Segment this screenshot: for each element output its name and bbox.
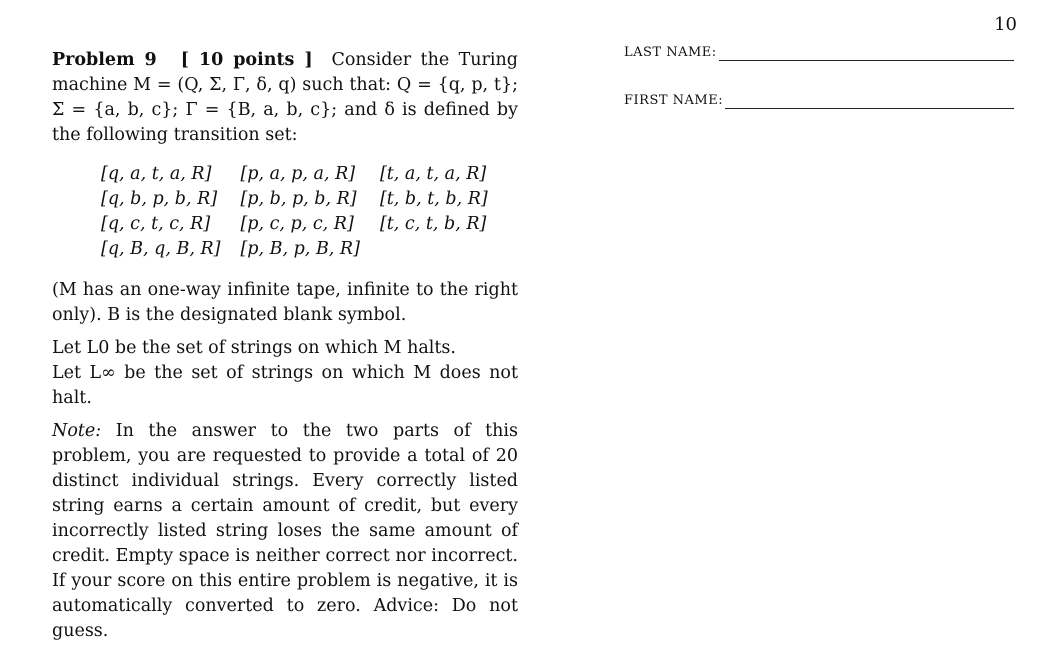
transition-row bbox=[101, 237, 508, 262]
name-fields bbox=[624, 40, 1014, 136]
problem-body bbox=[52, 48, 518, 644]
transition: [q, c, t, c, R] bbox=[101, 214, 211, 234]
transition: [q, b, p, b, R] bbox=[101, 189, 218, 209]
tape-note: (M has an one-way infinite tape, infinite to the right only). B is the designated blank symbol. bbox=[52, 280, 518, 325]
first-name-line[interactable] bbox=[725, 87, 1014, 109]
note-label: Note: bbox=[52, 421, 102, 441]
transition-row bbox=[101, 162, 508, 187]
transition: [p, c, p, c, R] bbox=[240, 214, 354, 234]
transition: [p, B, p, B, R] bbox=[240, 239, 360, 259]
transition: [p, b, p, b, R] bbox=[240, 189, 357, 209]
first-name-field bbox=[624, 88, 1014, 109]
transition: [p, a, p, a, R] bbox=[240, 164, 356, 184]
points-label: [ 10 points ] bbox=[180, 50, 313, 70]
transition-row bbox=[101, 212, 508, 237]
problem-label: Problem 9 bbox=[52, 50, 157, 70]
l0-definition: Let L0 be the set of strings on which M halts. bbox=[52, 338, 456, 358]
transition: [t, c, t, b, R] bbox=[379, 214, 487, 234]
problem-intro bbox=[52, 48, 518, 148]
sets-text: Q = {q, p, t}; Σ = {a, b, c}; Γ = {B, a, b, c}; and δ is defined by the following transition set: bbox=[52, 75, 518, 145]
transition: [t, b, t, b, R] bbox=[379, 189, 488, 209]
note-paragraph bbox=[52, 419, 518, 644]
intro-text: Consider the Turing machine M = (Q, Σ, Γ, δ, q) such that: bbox=[52, 50, 518, 95]
last-name-field bbox=[624, 40, 1014, 61]
linf-definition: Let L∞ be the set of strings on which M does not halt. bbox=[52, 363, 518, 408]
last-name-line[interactable] bbox=[719, 39, 1014, 61]
note-text: In the answer to the two parts of this problem, you are requested to provide a total of 20 distinct individual strings. Every correctly listed string earns a certain amount of credit, but every incorrectly listed string loses the same amount of credit. Empty space is neither correct nor incorrect. If your score on this entire problem is negative, it is automatically converted to zero. Advice: Do not guess. bbox=[52, 421, 518, 641]
first-name-label: FIRST NAME: bbox=[624, 93, 724, 108]
transition: [q, a, t, a, R] bbox=[101, 164, 212, 184]
transition: [t, a, t, a, R] bbox=[379, 164, 487, 184]
transition bbox=[380, 237, 508, 262]
page-number: 10 bbox=[994, 14, 1017, 35]
last-name-label: LAST NAME: bbox=[624, 45, 717, 60]
transition-table bbox=[101, 162, 508, 262]
transition: [q, B, q, B, R] bbox=[101, 239, 221, 259]
transition-row bbox=[101, 187, 508, 212]
